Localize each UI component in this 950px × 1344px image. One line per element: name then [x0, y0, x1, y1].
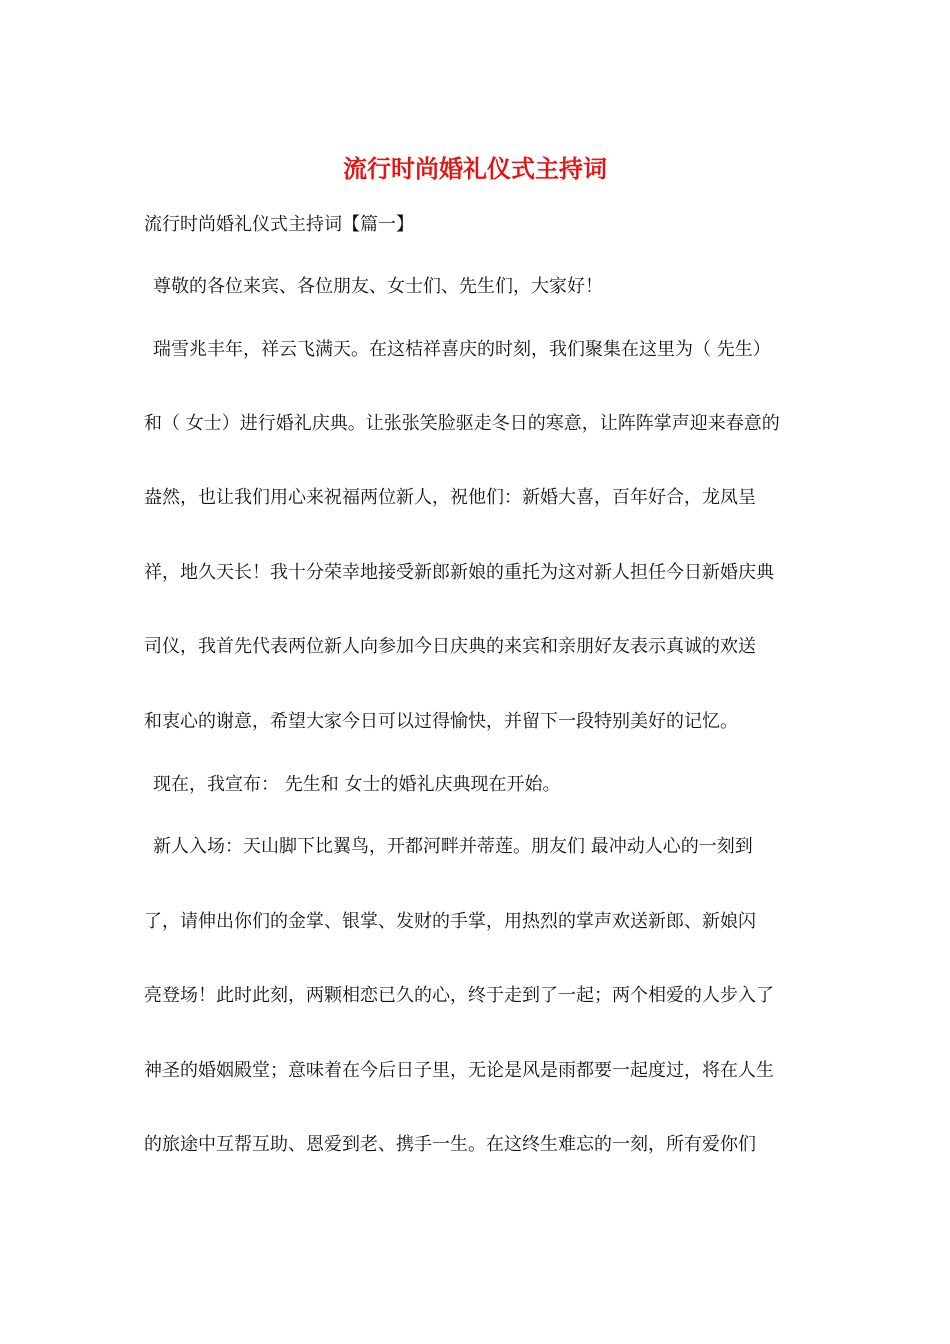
- announcement-line: 现在，我宣布： 先生和 女士的婚礼庆典现在开始。: [153, 774, 561, 795]
- paragraph-line: 的旅途中互帮互助、恩爱到老、携手一生。在这终生难忘的一刻，所有爱你们: [144, 1134, 756, 1155]
- document-title: 流行时尚婚礼仪式主持词: [343, 154, 607, 183]
- paragraph-line: 神圣的婚姻殿堂；意味着在今后日子里，无论是风是雨都要一起度过，将在人生: [144, 1060, 774, 1081]
- paragraph-line: 了，请伸出你们的金掌、银掌、发财的手掌，用热烈的掌声欢送新郎、新娘闪: [144, 911, 756, 932]
- paragraph-line: 司仪，我首先代表两位新人向参加今日庆典的来宾和亲朋好友表示真诚的欢送: [144, 636, 756, 657]
- paragraph-line: 盎然，也让我们用心来祝福两位新人，祝他们：新婚大喜，百年好合，龙凤呈: [144, 487, 756, 508]
- greeting-line: 尊敬的各位来宾、各位朋友、女士们、先生们，大家好！: [153, 276, 603, 297]
- section-heading: 流行时尚婚礼仪式主持词【篇一】: [144, 214, 414, 235]
- paragraph-line: 亮登场！此时此刻，两颗相恋已久的心，终于走到了一起；两个相爱的人步入了: [144, 985, 774, 1006]
- paragraph-line: 和衷心的谢意，希望大家今日可以过得愉快，并留下一段特别美好的记忆。: [144, 711, 738, 732]
- paragraph-line: 和（ 女士）进行婚礼庆典。让张张笑脸驱走冬日的寒意，让阵阵掌声迎来春意的: [144, 413, 780, 434]
- paragraph-line: 祥，地久天长！我十分荣幸地接受新郎新娘的重托为这对新人担任今日新婚庆典: [144, 562, 774, 583]
- paragraph-line: 新人入场：天山脚下比翼鸟，开都河畔并蒂莲。朋友们 最冲动人心的一刻到: [153, 836, 753, 857]
- paragraph-line: 瑞雪兆丰年，祥云飞满天。在这桔祥喜庆的时刻，我们聚集在这里为（ 先生）: [153, 339, 771, 360]
